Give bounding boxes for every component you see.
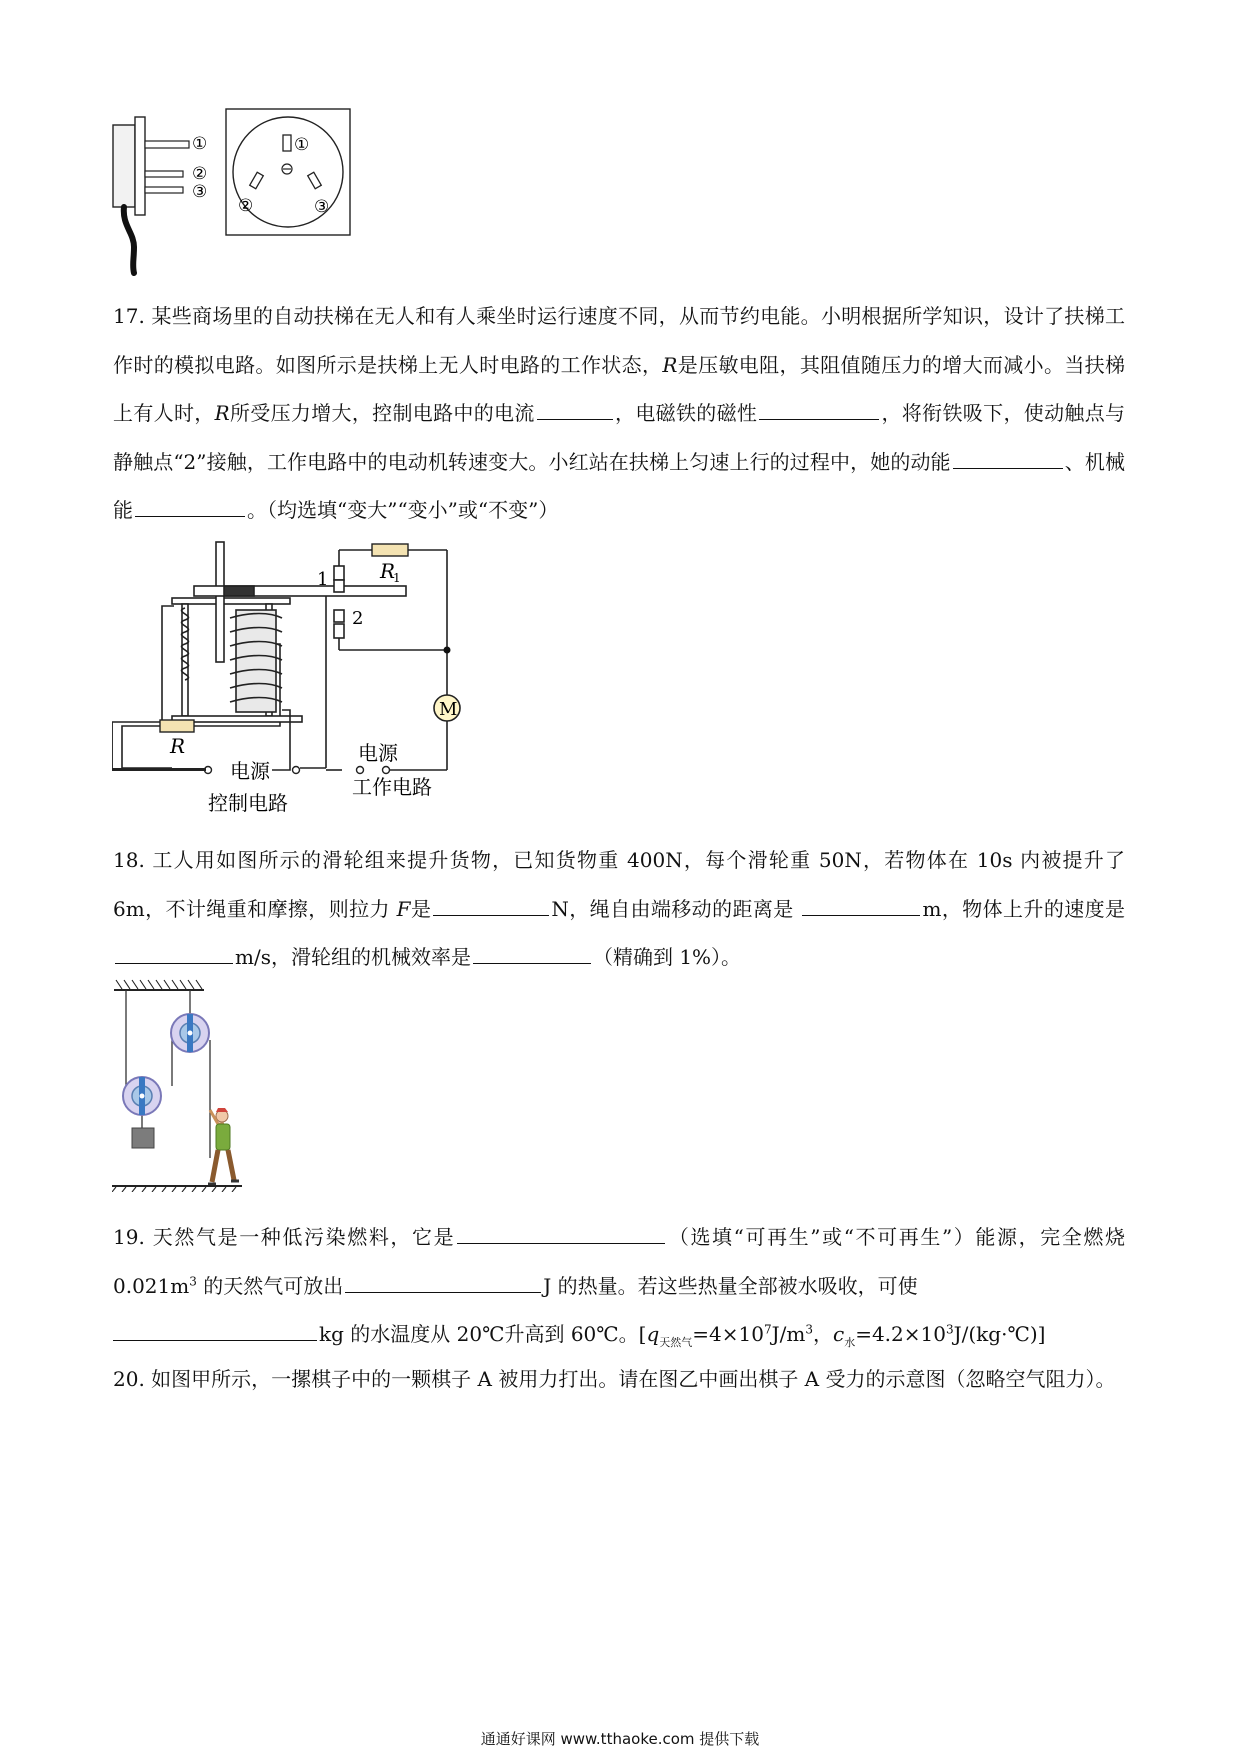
question-19: 19. 天然气是一种低污染燃料，它是 （选填“可再生”或“不可再生”）能源，完全燃烧 $0.021m^3$ 的天然气可放出 J 的热量。若这些热量全部被水吸收，可使 kg 的水温度从 20℃升高到 60℃。[$q_{天然气}=4\times 10^7J/m^3$，$c_水=4.2\times 10^3J/(kg\cdot℃)$] (113, 1225, 1126, 1349)
answer-blank[interactable] (537, 399, 613, 420)
answer-blank[interactable] (115, 943, 233, 964)
answer-blank[interactable] (759, 399, 879, 420)
motor-label: M (439, 699, 458, 720)
contact-2-label: 2 (352, 608, 364, 629)
page-footer: 通通好课网 www.tthaoke.com 提供下载 (480, 1730, 760, 1748)
question-number: 19. (113, 1225, 145, 1249)
control-source-label: 电源 (230, 759, 270, 783)
question-20: 20. 如图甲所示，一摞棋子中的一颗棋子 A 被用力打出。请在图乙中画出棋子 A 受力的示意图（忽略空气阻力）。 (113, 1367, 1116, 1391)
work-source-terminal (383, 767, 390, 774)
escalator-circuit-figure (112, 540, 472, 822)
resistor-r1 (372, 544, 408, 556)
answer-blank[interactable] (802, 895, 920, 916)
question-number: 20. (113, 1367, 145, 1391)
pulley-figure (112, 978, 272, 1192)
question-number: 17. (113, 304, 145, 328)
answer-blank[interactable] (135, 496, 245, 517)
contact-1-label: 1 (317, 569, 329, 590)
plug-socket-figure (108, 105, 358, 277)
junction-dot (444, 647, 451, 654)
answer-blank[interactable] (953, 448, 1063, 469)
work-circuit-caption: 工作电路 (352, 775, 432, 799)
question-18: 18. 工人用如图所示的滑轮组来提升货物，已知货物重 400N，每个滑轮重 50N，若物体在 10s 内被提升了 6m，不计绳重和摩擦，则拉力 F是 N，绳自由端移动的距离是 m，物体上升的速度是m/s，滑轮组的机械效率是 （精确到 1%）。 (113, 848, 1126, 969)
plug-cable (124, 207, 134, 273)
plug-pin-3 (145, 187, 183, 193)
plug-pin-2 (145, 171, 183, 177)
socket-label-2: ② (238, 196, 254, 216)
question-number: 18. (113, 848, 145, 872)
answer-blank[interactable] (345, 1272, 541, 1293)
work-source-label: 电源 (358, 741, 398, 765)
answer-blank[interactable] (433, 895, 549, 916)
answer-blank[interactable] (473, 943, 591, 964)
socket-label-3: ③ (314, 197, 330, 217)
worker (208, 1108, 239, 1184)
control-circuit-caption: 控制电路 (208, 791, 288, 815)
answer-blank[interactable] (457, 1223, 665, 1244)
load-block (132, 1128, 154, 1148)
control-source-terminal (293, 767, 300, 774)
r1-subscript: 1 (393, 571, 401, 585)
plug-label-3: ③ (192, 182, 208, 202)
plug-body (113, 125, 135, 207)
socket-hole-1 (283, 135, 291, 151)
r1-label: R (380, 559, 396, 583)
question-17: 17. 某些商场里的自动扶梯在无人和有人乘坐时运行速度不同，从而节约电能。小明根据所学知识，设计了扶梯工作时的模拟电路。如图所示是扶梯上无人时电路的工作状态，R是压敏电阻，其阻值随压力的增大而减小。当扶梯上有人时，R所受压力增大，控制电路中的电流 ，电磁铁的磁性 ，将衔铁吸下，使动触点与静触点“2”接触，工作电路中的电动机转速变大。小红站在扶梯上匀速上行的过程中，她的动能 、机械能 。（均选填“变大”“变小”或“不变”） (113, 304, 1126, 522)
answer-blank[interactable] (113, 1320, 317, 1341)
plug-label-2: ② (192, 164, 208, 184)
plug-label-1: ① (192, 134, 208, 154)
work-source-terminal (357, 767, 364, 774)
r-label: R (170, 734, 186, 758)
socket-label-1: ① (294, 135, 310, 155)
plug-pin-1 (145, 141, 189, 148)
resistor-r (160, 720, 194, 732)
